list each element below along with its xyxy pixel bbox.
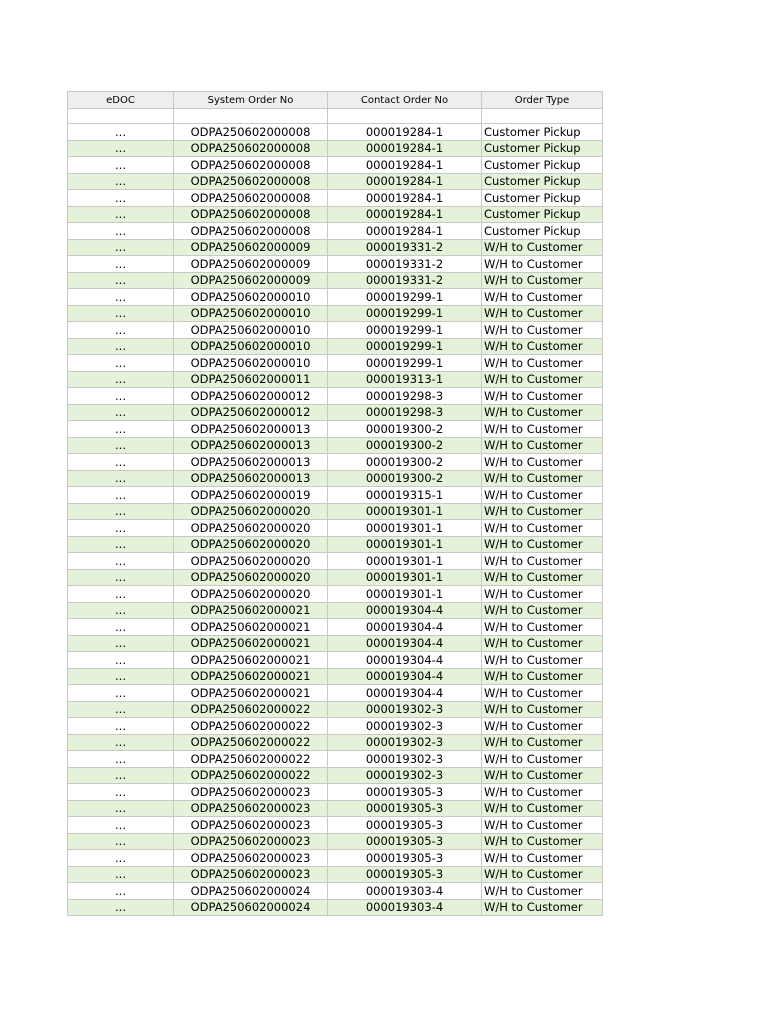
- system-order-no-cell: ODPA250602000023: [174, 850, 328, 867]
- table-row[interactable]: [68, 503, 603, 520]
- edoc-cell[interactable]: ...: [68, 586, 174, 603]
- contact-order-no-cell: 000019304-4: [328, 652, 482, 669]
- header-row: [68, 92, 603, 109]
- table-row[interactable]: [68, 652, 603, 669]
- table-row[interactable]: [68, 668, 603, 685]
- system-order-no-cell: ODPA250602000019: [174, 487, 328, 504]
- contact-order-no-cell: 000019304-4: [328, 685, 482, 702]
- table-header: [68, 92, 603, 109]
- system-order-no-cell: ODPA250602000022: [174, 734, 328, 751]
- table-row[interactable]: [68, 569, 603, 586]
- order-type-cell: W/H to Customer: [482, 338, 603, 355]
- order-type-cell: W/H to Customer: [482, 503, 603, 520]
- table-row[interactable]: [68, 586, 603, 603]
- contact-order-no-cell: 000019305-3: [328, 833, 482, 850]
- system-order-no-cell: ODPA250602000012: [174, 404, 328, 421]
- table-row[interactable]: [68, 866, 603, 883]
- edoc-cell[interactable]: ...: [68, 388, 174, 405]
- order-type-cell: Customer Pickup: [482, 190, 603, 207]
- edoc-cell[interactable]: ...: [68, 272, 174, 289]
- edoc-cell[interactable]: ...: [68, 355, 174, 372]
- contact-order-no-cell: 000019299-1: [328, 305, 482, 322]
- system-order-no-cell: ODPA250602000008: [174, 140, 328, 157]
- system-order-no-cell: ODPA250602000023: [174, 800, 328, 817]
- order-type-cell: W/H to Customer: [482, 668, 603, 685]
- table-row[interactable]: [68, 157, 603, 174]
- contact-order-no-cell: 000019331-2: [328, 272, 482, 289]
- order-type-cell: W/H to Customer: [482, 619, 603, 636]
- edoc-cell[interactable]: ...: [68, 701, 174, 718]
- edoc-cell[interactable]: ...: [68, 190, 174, 207]
- order-type-cell: W/H to Customer: [482, 355, 603, 372]
- contact-order-no-cell: 000019302-3: [328, 701, 482, 718]
- system-order-no-cell: ODPA250602000008: [174, 190, 328, 207]
- system-order-no-cell: ODPA250602000021: [174, 602, 328, 619]
- table-row[interactable]: [68, 206, 603, 223]
- system-order-no-cell: ODPA250602000009: [174, 239, 328, 256]
- table-row[interactable]: [68, 800, 603, 817]
- table-row[interactable]: [68, 322, 603, 339]
- contact-order-no-cell: 000019313-1: [328, 371, 482, 388]
- edoc-cell[interactable]: ...: [68, 520, 174, 537]
- order-type-cell: W/H to Customer: [482, 850, 603, 867]
- edoc-cell[interactable]: ...: [68, 256, 174, 273]
- contact-order-no-cell: 000019299-1: [328, 322, 482, 339]
- contact-order-no-cell: 000019302-3: [328, 734, 482, 751]
- contact-order-no-cell: 000019284-1: [328, 157, 482, 174]
- system-order-no-cell: ODPA250602000020: [174, 520, 328, 537]
- contact-order-no-cell: 000019284-1: [328, 223, 482, 240]
- edoc-cell[interactable]: ...: [68, 322, 174, 339]
- system-order-no-cell: ODPA250602000008: [174, 223, 328, 240]
- edoc-cell[interactable]: ...: [68, 404, 174, 421]
- order-type-cell: Customer Pickup: [482, 173, 603, 190]
- table-row[interactable]: [68, 734, 603, 751]
- order-type-cell: Customer Pickup: [482, 157, 603, 174]
- table-row[interactable]: [68, 767, 603, 784]
- order-type-cell: W/H to Customer: [482, 553, 603, 570]
- edoc-cell[interactable]: ...: [68, 173, 174, 190]
- system-order-no-cell: ODPA250602000020: [174, 586, 328, 603]
- contact-order-no-cell: 000019301-1: [328, 553, 482, 570]
- table-row[interactable]: [68, 223, 603, 240]
- system-order-no-cell: ODPA250602000013: [174, 470, 328, 487]
- table-row[interactable]: [68, 421, 603, 438]
- order-type-cell: W/H to Customer: [482, 883, 603, 900]
- system-order-no-cell: ODPA250602000022: [174, 751, 328, 768]
- order-type-cell: W/H to Customer: [482, 767, 603, 784]
- contact-order-no-cell: 000019300-2: [328, 454, 482, 471]
- edoc-cell[interactable]: ...: [68, 124, 174, 141]
- table-row[interactable]: [68, 289, 603, 306]
- edoc-cell[interactable]: ...: [68, 619, 174, 636]
- edoc-cell[interactable]: ...: [68, 635, 174, 652]
- edoc-cell[interactable]: ...: [68, 338, 174, 355]
- contact-order-no-cell: 000019304-4: [328, 602, 482, 619]
- table-row[interactable]: [68, 454, 603, 471]
- edoc-cell[interactable]: ...: [68, 470, 174, 487]
- system-order-no-cell: ODPA250602000013: [174, 421, 328, 438]
- contact-order-no-cell: 000019301-1: [328, 586, 482, 603]
- order-type-cell: W/H to Customer: [482, 322, 603, 339]
- contact-order-no-cell: 000019301-1: [328, 503, 482, 520]
- order-type-cell: W/H to Customer: [482, 388, 603, 405]
- order-type-cell: W/H to Customer: [482, 652, 603, 669]
- contact-order-no-cell: 000019303-4: [328, 883, 482, 900]
- system-order-no-cell: ODPA250602000011: [174, 371, 328, 388]
- system-order-no-cell: ODPA250602000010: [174, 305, 328, 322]
- system-order-no-cell: ODPA250602000010: [174, 289, 328, 306]
- table-row[interactable]: [68, 140, 603, 157]
- contact-order-no-cell: 000019284-1: [328, 140, 482, 157]
- system-order-no-cell: ODPA250602000010: [174, 355, 328, 372]
- system-order-no-cell: ODPA250602000008: [174, 173, 328, 190]
- order-type-cell: W/H to Customer: [482, 685, 603, 702]
- edoc-cell[interactable]: ...: [68, 454, 174, 471]
- system-order-no-cell: ODPA250602000020: [174, 536, 328, 553]
- order-type-cell: W/H to Customer: [482, 454, 603, 471]
- system-order-no-cell: ODPA250602000013: [174, 437, 328, 454]
- contact-order-no-cell: 000019284-1: [328, 173, 482, 190]
- edoc-cell[interactable]: ...: [68, 668, 174, 685]
- table-row[interactable]: [68, 899, 603, 916]
- order-type-cell: W/H to Customer: [482, 701, 603, 718]
- contact-order-no-cell: 000019284-1: [328, 190, 482, 207]
- system-order-no-cell: ODPA250602000013: [174, 454, 328, 471]
- edoc-cell[interactable]: ...: [68, 602, 174, 619]
- contact-order-no-cell: 000019304-4: [328, 619, 482, 636]
- order-type-cell: W/H to Customer: [482, 305, 603, 322]
- order-type-cell: W/H to Customer: [482, 751, 603, 768]
- edoc-cell[interactable]: ...: [68, 223, 174, 240]
- edoc-cell[interactable]: ...: [68, 421, 174, 438]
- table-row[interactable]: [68, 718, 603, 735]
- contact-order-no-cell: 000019305-3: [328, 784, 482, 801]
- system-order-no-cell: ODPA250602000023: [174, 833, 328, 850]
- table-row[interactable]: [68, 388, 603, 405]
- order-type-cell: W/H to Customer: [482, 833, 603, 850]
- table-row[interactable]: [68, 487, 603, 504]
- system-order-no-cell: ODPA250602000010: [174, 338, 328, 355]
- edoc-cell[interactable]: ...: [68, 817, 174, 834]
- edoc-cell[interactable]: ...: [68, 751, 174, 768]
- edoc-cell[interactable]: ...: [68, 437, 174, 454]
- contact-order-no-cell: 000019302-3: [328, 718, 482, 735]
- empty-cell: [174, 109, 328, 124]
- table-row[interactable]: [68, 536, 603, 553]
- contact-order-no-cell: 000019299-1: [328, 338, 482, 355]
- contact-order-no-cell: 000019302-3: [328, 767, 482, 784]
- contact-order-no-cell: 000019304-4: [328, 635, 482, 652]
- contact-order-no-cell: 000019301-1: [328, 520, 482, 537]
- contact-order-no-cell: 000019305-3: [328, 817, 482, 834]
- contact-order-no-cell: 000019305-3: [328, 850, 482, 867]
- order-type-cell: W/H to Customer: [482, 421, 603, 438]
- empty-row: [68, 109, 603, 124]
- empty-cell: [68, 109, 174, 124]
- edoc-cell[interactable]: ...: [68, 850, 174, 867]
- column-header-system-order-no[interactable]: System Order No: [174, 92, 328, 109]
- table-row[interactable]: [68, 751, 603, 768]
- order-type-cell: W/H to Customer: [482, 256, 603, 273]
- contact-order-no-cell: 000019298-3: [328, 388, 482, 405]
- edoc-cell[interactable]: ...: [68, 899, 174, 916]
- system-order-no-cell: ODPA250602000020: [174, 553, 328, 570]
- contact-order-no-cell: 000019302-3: [328, 751, 482, 768]
- table-row[interactable]: [68, 173, 603, 190]
- system-order-no-cell: ODPA250602000024: [174, 883, 328, 900]
- edoc-cell[interactable]: ...: [68, 685, 174, 702]
- edoc-cell[interactable]: ...: [68, 718, 174, 735]
- edoc-cell[interactable]: ...: [68, 833, 174, 850]
- table-row[interactable]: [68, 256, 603, 273]
- order-type-cell: W/H to Customer: [482, 371, 603, 388]
- table-row[interactable]: [68, 817, 603, 834]
- table-row[interactable]: [68, 850, 603, 867]
- order-type-cell: W/H to Customer: [482, 817, 603, 834]
- table-row[interactable]: [68, 239, 603, 256]
- contact-order-no-cell: 000019298-3: [328, 404, 482, 421]
- table-row[interactable]: [68, 619, 603, 636]
- table-row[interactable]: [68, 635, 603, 652]
- orders-table: [67, 91, 603, 916]
- system-order-no-cell: ODPA250602000024: [174, 899, 328, 916]
- edoc-cell[interactable]: ...: [68, 206, 174, 223]
- edoc-cell[interactable]: ...: [68, 569, 174, 586]
- table-row[interactable]: [68, 470, 603, 487]
- system-order-no-cell: ODPA250602000023: [174, 866, 328, 883]
- contact-order-no-cell: 000019299-1: [328, 289, 482, 306]
- edoc-cell[interactable]: ...: [68, 652, 174, 669]
- table-row[interactable]: [68, 701, 603, 718]
- table-row[interactable]: [68, 355, 603, 372]
- edoc-cell[interactable]: ...: [68, 784, 174, 801]
- contact-order-no-cell: 000019301-1: [328, 536, 482, 553]
- system-order-no-cell: ODPA250602000021: [174, 652, 328, 669]
- contact-order-no-cell: 000019299-1: [328, 355, 482, 372]
- order-type-cell: Customer Pickup: [482, 206, 603, 223]
- system-order-no-cell: ODPA250602000010: [174, 322, 328, 339]
- table-row[interactable]: [68, 602, 603, 619]
- table-row[interactable]: [68, 784, 603, 801]
- order-type-cell: W/H to Customer: [482, 866, 603, 883]
- system-order-no-cell: ODPA250602000012: [174, 388, 328, 405]
- contact-order-no-cell: 000019305-3: [328, 866, 482, 883]
- contact-order-no-cell: 000019331-2: [328, 239, 482, 256]
- contact-order-no-cell: 000019331-2: [328, 256, 482, 273]
- order-type-cell: Customer Pickup: [482, 223, 603, 240]
- contact-order-no-cell: 000019303-4: [328, 899, 482, 916]
- edoc-cell[interactable]: ...: [68, 157, 174, 174]
- table-row[interactable]: [68, 272, 603, 289]
- edoc-cell[interactable]: ...: [68, 536, 174, 553]
- order-type-cell: W/H to Customer: [482, 272, 603, 289]
- table-row[interactable]: [68, 553, 603, 570]
- order-type-cell: W/H to Customer: [482, 239, 603, 256]
- edoc-cell[interactable]: ...: [68, 239, 174, 256]
- column-header-edoc[interactable]: eDOC: [68, 92, 174, 109]
- order-type-cell: W/H to Customer: [482, 536, 603, 553]
- contact-order-no-cell: 000019304-4: [328, 668, 482, 685]
- edoc-cell[interactable]: ...: [68, 371, 174, 388]
- table-row[interactable]: [68, 190, 603, 207]
- contact-order-no-cell: 000019300-2: [328, 437, 482, 454]
- order-type-cell: W/H to Customer: [482, 734, 603, 751]
- order-type-cell: W/H to Customer: [482, 602, 603, 619]
- table-body: [68, 109, 603, 916]
- edoc-cell[interactable]: ...: [68, 800, 174, 817]
- table-row[interactable]: [68, 338, 603, 355]
- edoc-cell[interactable]: ...: [68, 553, 174, 570]
- system-order-no-cell: ODPA250602000021: [174, 619, 328, 636]
- system-order-no-cell: ODPA250602000021: [174, 635, 328, 652]
- order-type-cell: W/H to Customer: [482, 899, 603, 916]
- system-order-no-cell: ODPA250602000020: [174, 503, 328, 520]
- system-order-no-cell: ODPA250602000022: [174, 718, 328, 735]
- order-type-cell: W/H to Customer: [482, 437, 603, 454]
- edoc-cell[interactable]: ...: [68, 487, 174, 504]
- contact-order-no-cell: 000019300-2: [328, 470, 482, 487]
- contact-order-no-cell: 000019301-1: [328, 569, 482, 586]
- order-type-cell: W/H to Customer: [482, 800, 603, 817]
- system-order-no-cell: ODPA250602000021: [174, 668, 328, 685]
- system-order-no-cell: ODPA250602000021: [174, 685, 328, 702]
- system-order-no-cell: ODPA250602000009: [174, 272, 328, 289]
- system-order-no-cell: ODPA250602000009: [174, 256, 328, 273]
- order-type-cell: W/H to Customer: [482, 470, 603, 487]
- edoc-cell[interactable]: ...: [68, 289, 174, 306]
- column-header-contact-order-no[interactable]: Contact Order No: [328, 92, 482, 109]
- contact-order-no-cell: 000019315-1: [328, 487, 482, 504]
- table-row[interactable]: [68, 371, 603, 388]
- edoc-cell[interactable]: ...: [68, 503, 174, 520]
- table-row[interactable]: [68, 404, 603, 421]
- table-row[interactable]: [68, 833, 603, 850]
- order-type-cell: W/H to Customer: [482, 569, 603, 586]
- order-type-cell: W/H to Customer: [482, 404, 603, 421]
- system-order-no-cell: ODPA250602000023: [174, 817, 328, 834]
- contact-order-no-cell: 000019284-1: [328, 206, 482, 223]
- order-type-cell: W/H to Customer: [482, 635, 603, 652]
- edoc-cell[interactable]: ...: [68, 140, 174, 157]
- order-type-cell: Customer Pickup: [482, 124, 603, 141]
- order-type-cell: W/H to Customer: [482, 520, 603, 537]
- edoc-cell[interactable]: ...: [68, 305, 174, 322]
- contact-order-no-cell: 000019284-1: [328, 124, 482, 141]
- system-order-no-cell: ODPA250602000023: [174, 784, 328, 801]
- table-row[interactable]: [68, 437, 603, 454]
- table-row[interactable]: [68, 305, 603, 322]
- system-order-no-cell: ODPA250602000008: [174, 157, 328, 174]
- system-order-no-cell: ODPA250602000022: [174, 701, 328, 718]
- edoc-cell[interactable]: ...: [68, 734, 174, 751]
- order-type-cell: W/H to Customer: [482, 718, 603, 735]
- contact-order-no-cell: 000019300-2: [328, 421, 482, 438]
- order-type-cell: W/H to Customer: [482, 586, 603, 603]
- edoc-cell[interactable]: ...: [68, 866, 174, 883]
- table-row[interactable]: [68, 685, 603, 702]
- system-order-no-cell: ODPA250602000022: [174, 767, 328, 784]
- table-row[interactable]: [68, 124, 603, 141]
- system-order-no-cell: ODPA250602000020: [174, 569, 328, 586]
- system-order-no-cell: ODPA250602000008: [174, 124, 328, 141]
- table-row[interactable]: [68, 883, 603, 900]
- empty-cell: [482, 109, 603, 124]
- contact-order-no-cell: 000019305-3: [328, 800, 482, 817]
- system-order-no-cell: ODPA250602000008: [174, 206, 328, 223]
- edoc-cell[interactable]: ...: [68, 883, 174, 900]
- order-type-cell: W/H to Customer: [482, 289, 603, 306]
- column-header-order-type[interactable]: Order Type: [482, 92, 603, 109]
- edoc-cell[interactable]: ...: [68, 767, 174, 784]
- table-row[interactable]: [68, 520, 603, 537]
- order-type-cell: Customer Pickup: [482, 140, 603, 157]
- order-type-cell: W/H to Customer: [482, 784, 603, 801]
- empty-cell: [328, 109, 482, 124]
- order-type-cell: W/H to Customer: [482, 487, 603, 504]
